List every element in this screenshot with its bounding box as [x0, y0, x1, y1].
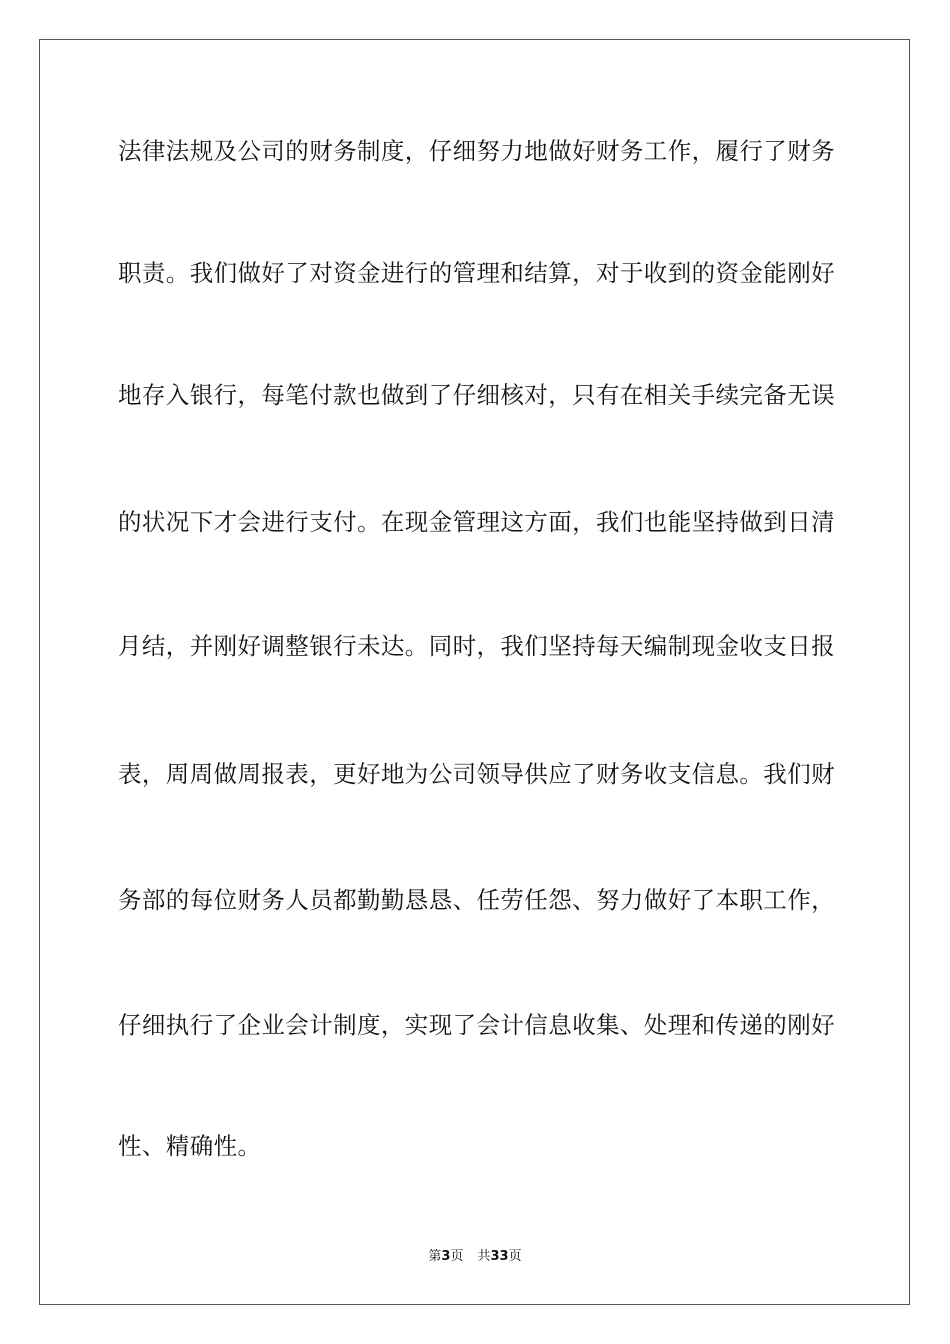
total-pages: 33: [490, 1249, 509, 1264]
total-suffix: 页: [508, 1249, 522, 1264]
page-footer: [0, 1248, 950, 1266]
text-line: 的状况下才会进行支付。在现金管理这方面，我们也能坚持做到日清: [118, 508, 835, 536]
text-line: 地存入银行，每笔付款也做到了仔细核对，只有在相关手续完备无误: [118, 381, 835, 409]
text-line: 性、精确性。: [118, 1132, 262, 1160]
text-line: 月结，并刚好调整银行未达。同时，我们坚持每天编制现金收支日报: [118, 632, 835, 660]
page-prefix: 第: [428, 1249, 442, 1264]
text-line: 职责。我们做好了对资金进行的管理和结算，对于收到的资金能刚好: [118, 259, 835, 287]
page-number: 3: [441, 1249, 451, 1264]
text-line: 法律法规及公司的财务制度，仔细努力地做好财务工作，履行了财务: [118, 137, 835, 165]
text-line: 务部的每位财务人员都勤勤恳恳、任劳任怨、努力做好了本职工作，: [118, 886, 835, 914]
text-line: 仔细执行了企业会计制度，实现了会计信息收集、处理和传递的刚好: [118, 1011, 835, 1039]
total-prefix: 共: [477, 1249, 491, 1264]
page-suffix: 页: [450, 1249, 464, 1264]
page-border: [39, 39, 910, 1305]
text-line: 表，周周做周报表，更好地为公司领导供应了财务收支信息。我们财: [118, 760, 835, 788]
